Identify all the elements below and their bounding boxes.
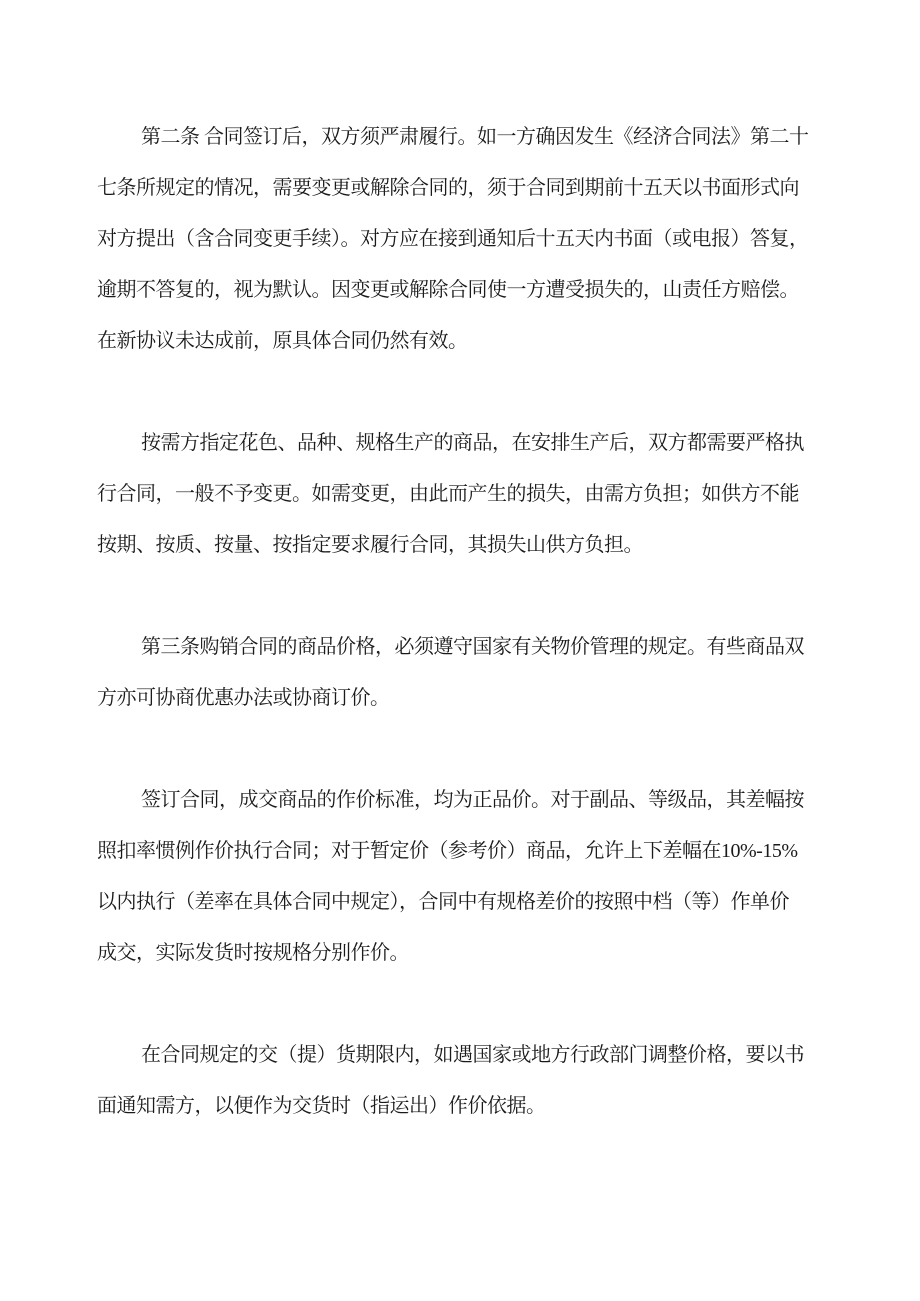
text-line: 方亦可协商优惠办法或协商订价。 xyxy=(97,687,390,709)
text-line: 七条所规定的情况，需要变更或解除合同的，须于合同到期前十五天以书面形式向 xyxy=(97,177,799,199)
text-line: 在合同规定的交（提）货期限内，如遇国家或地方行政部门调整价格，要以书 xyxy=(141,1044,804,1066)
paragraph xyxy=(97,775,860,979)
text-line: 成交，实际发货时按规格分别作价。 xyxy=(97,942,409,964)
text-line: 照扣率惯例作价执行合同；对于暂定价（参考价）商品，允许上下差幅在10%-15% xyxy=(97,840,798,862)
text-line: 行合同，一般不予变更。如需变更，由此而产生的损失，由需方负担；如供方不能 xyxy=(97,483,799,505)
text-line: 按需方指定花色、品种、规格生产的商品，在安排生产后，双方都需要严格执 xyxy=(141,432,804,454)
paragraph xyxy=(97,1030,860,1132)
text-line: 逾期不答复的，视为默认。因变更或解除合同使一方遭受损失的，山责任方赔偿。 xyxy=(97,279,799,301)
text-line: 面通知需方，以便作为交货时（指运出）作价依据。 xyxy=(97,1095,546,1117)
text-line: 签订合同，成交商品的作价标准，均为正品价。对于副品、等级品，其差幅按 xyxy=(141,789,804,811)
paragraph xyxy=(97,622,860,724)
text-line: 第三条购销合同的商品价格，必须遵守国家有关物价管理的规定。有些商品双 xyxy=(141,636,804,658)
text-line: 在新协议未达成前，原具体合同仍然有效。 xyxy=(97,330,468,352)
paragraph xyxy=(97,418,860,571)
text-line: 以内执行（差率在具体合同中规定），合同中有规格差价的按照中档（等）作单价 xyxy=(97,891,789,913)
paragraph xyxy=(97,112,860,367)
text-line: 对方提出（含合同变更手续）。对方应在接到通知后十五天内书面（或电报）答复， xyxy=(97,228,809,250)
text-line: 按期、按质、按量、按指定要求履行合同，其损失山供方负担。 xyxy=(97,534,643,556)
text-line: 第二条 合同签订后，双方须严肃履行。如一方确因发生《经济合同法》第二十 xyxy=(141,126,809,148)
